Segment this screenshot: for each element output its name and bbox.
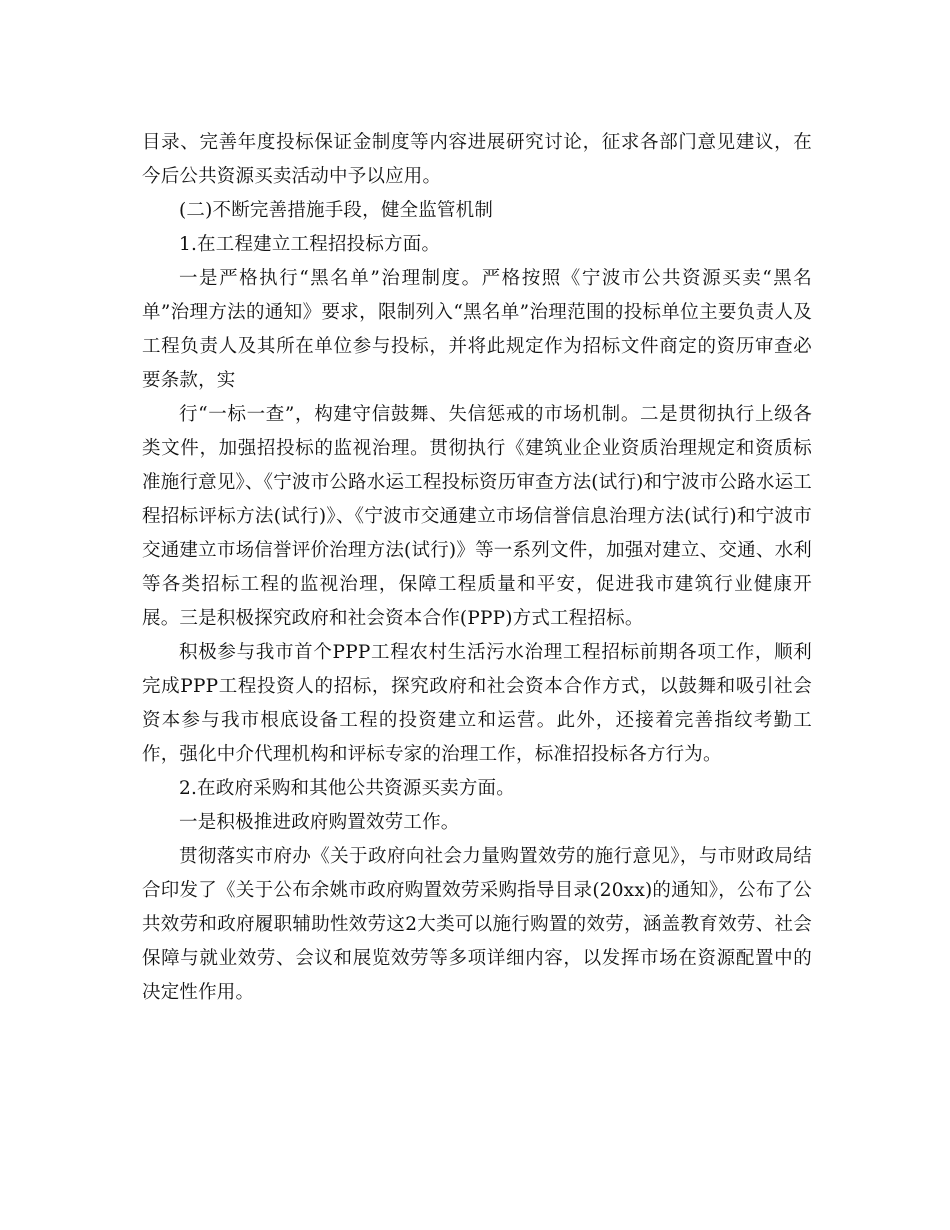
paragraph-procurement: 贯彻落实市府办《关于政府向社会力量购置效劳的施行意见》，与市财政局结合印发了《关于公布余姚市政府购置效劳采购指导目录(20xx)的通知》，公布了公共效劳和政府履职辅助性效劳这2大类可以施行购置的效劳，涵盖教育效劳、社会保障与就业效劳、会议和展览效劳等多项详细内容，以发挥市场在资源配置中的决定性作用。 bbox=[142, 846, 812, 1003]
paragraph-supervision: 行“一标一查”，构建守信鼓舞、失信惩戒的市场机制。二是贯彻执行上级各类文件，加强招投标的监视治理。贯彻执行《建筑业企业资质治理规定和资质标准施行意见》、《宁波市公路水运工程投标资历审查方法(试行)和宁波市公路水运工程招标评标方法(试行)》、《宁波市交通建立市场信誉信息治理方法(试行)和宁波市交通建立市场信誉评价治理方法(试行)》等一系列文件，加强对建立、交通、水利等各类招标工程的监视治理，保障工程质量和平安，促进我市建筑行业健康开展。三是积极探究政府和社会资本合作(PPP)方式工程招标。 bbox=[142, 404, 812, 629]
document-body bbox=[142, 126, 812, 1010]
paragraph-ppp: 积极参与我市首个PPP工程农村生活污水治理工程招标前期各项工作，顺利完成PPP工程投资人的招标，探究政府和社会资本合作方式，以鼓舞和吸引社会资本参与我市根底设备工程的投资建立和运营。此外，还接着完善指纹考勤工作，强化中介代理机构和评标专家的治理工作，标准招投标各方行为。 bbox=[142, 642, 812, 765]
section-heading-two: (二)不断完善措施手段，健全监管机制 bbox=[179, 200, 494, 221]
paragraph-blacklist: 一是严格执行“黑名单”治理制度。严格按照《宁波市公共资源买卖“黑名单”治理方法的通知》要求，限制列入“黑名单”治理范围的投标单位主要负责人及工程负责人及其所在单位参与投标，并将此规定作为招标文件商定的资历审查必要条款，实 bbox=[142, 268, 812, 391]
paragraph-procurement-heading: 一是积极推进政府购置效劳工作。 bbox=[179, 812, 460, 833]
paragraph-continuation: 目录、完善年度投标保证金制度等内容进展研究讨论，征求各部门意见建议，在今后公共资源买卖活动中予以应用。 bbox=[142, 132, 812, 187]
subsection-heading-1: 1.在工程建立工程招投标方面。 bbox=[179, 234, 441, 255]
subsection-heading-2: 2.在政府采购和其他公共资源买卖方面。 bbox=[179, 778, 515, 799]
